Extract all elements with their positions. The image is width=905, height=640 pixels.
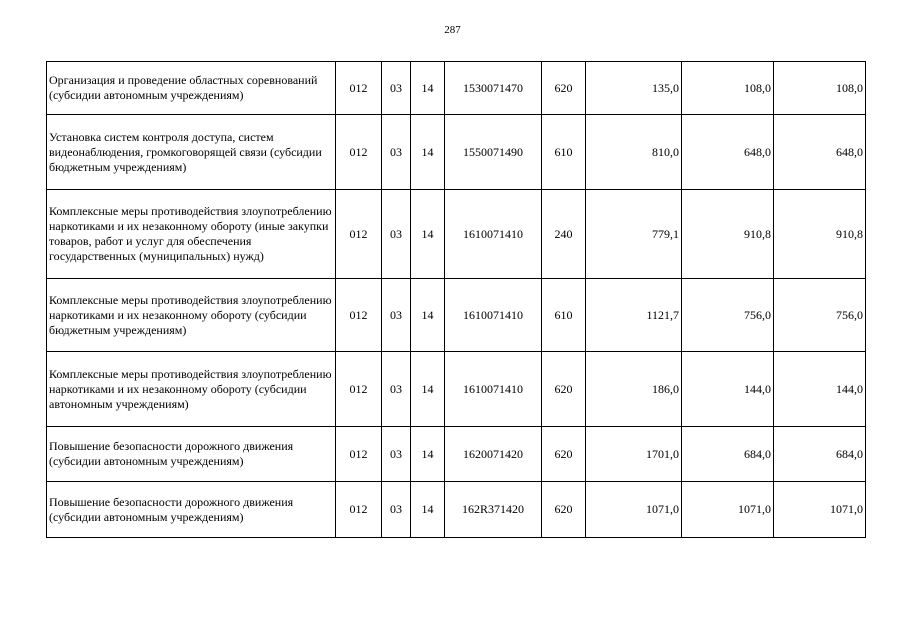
target-article-code: 1530071470: [445, 62, 542, 115]
ministry-code: 012: [336, 62, 382, 115]
amount-2: 910,8: [682, 190, 774, 279]
row-description: Повышение безопасности дорожного движения (субсидии автономным учреждениям): [47, 427, 336, 482]
page-number: 287: [444, 24, 461, 36]
amount-1: 186,0: [586, 352, 682, 427]
amount-3: 910,8: [774, 190, 866, 279]
amount-2: 756,0: [682, 279, 774, 352]
amount-3: 1071,0: [774, 482, 866, 538]
amount-2: 108,0: [682, 62, 774, 115]
section-code: 03: [382, 115, 411, 190]
subsection-code: 14: [411, 62, 445, 115]
table-row: [47, 352, 866, 427]
section-code: 03: [382, 190, 411, 279]
amount-2: 648,0: [682, 115, 774, 190]
subsection-code: 14: [411, 115, 445, 190]
ministry-code: 012: [336, 352, 382, 427]
row-description: Комплексные меры противодействия злоупотреблению наркотиками и их незаконному обороту (субсидии бюджетным учреждениям): [47, 279, 336, 352]
target-article-code: 1610071410: [445, 352, 542, 427]
expense-type-code: 620: [542, 352, 586, 427]
table-row: [47, 115, 866, 190]
table-row: [47, 427, 866, 482]
subsection-code: 14: [411, 279, 445, 352]
amount-3: 108,0: [774, 62, 866, 115]
amount-2: 684,0: [682, 427, 774, 482]
ministry-code: 012: [336, 279, 382, 352]
subsection-code: 14: [411, 482, 445, 538]
row-description: Повышение безопасности дорожного движения (субсидии автономным учреждениям): [47, 482, 336, 538]
target-article-code: 162R371420: [445, 482, 542, 538]
amount-2: 1071,0: [682, 482, 774, 538]
ministry-code: 012: [336, 482, 382, 538]
section-code: 03: [382, 62, 411, 115]
ministry-code: 012: [336, 190, 382, 279]
section-code: 03: [382, 427, 411, 482]
table-row: [47, 482, 866, 538]
expense-type-code: 240: [542, 190, 586, 279]
target-article-code: 1610071410: [445, 190, 542, 279]
amount-3: 756,0: [774, 279, 866, 352]
amount-2: 144,0: [682, 352, 774, 427]
subsection-code: 14: [411, 190, 445, 279]
budget-table: [46, 61, 866, 538]
amount-1: 1071,0: [586, 482, 682, 538]
row-description: Комплексные меры противодействия злоупотреблению наркотиками и их незаконному обороту (субсидии автономным учреждениям): [47, 352, 336, 427]
amount-3: 684,0: [774, 427, 866, 482]
amount-1: 135,0: [586, 62, 682, 115]
row-description: Установка систем контроля доступа, систем видеонаблюдения, громкоговорящей связи (субсидии бюджетным учреждениям): [47, 115, 336, 190]
table-body: [47, 62, 866, 538]
table-row: [47, 62, 866, 115]
subsection-code: 14: [411, 427, 445, 482]
subsection-code: 14: [411, 352, 445, 427]
ministry-code: 012: [336, 427, 382, 482]
expense-type-code: 610: [542, 279, 586, 352]
amount-1: 779,1: [586, 190, 682, 279]
ministry-code: 012: [336, 115, 382, 190]
amount-1: 810,0: [586, 115, 682, 190]
table-row: [47, 279, 866, 352]
target-article-code: 1620071420: [445, 427, 542, 482]
row-description: Организация и проведение областных соревнований (субсидии автономным учреждениям): [47, 62, 336, 115]
expense-type-code: 610: [542, 115, 586, 190]
amount-1: 1121,7: [586, 279, 682, 352]
expense-type-code: 620: [542, 482, 586, 538]
amount-3: 144,0: [774, 352, 866, 427]
row-description: Комплексные меры противодействия злоупотреблению наркотиками и их незаконному обороту (иные закупки товаров, работ и услуг для обеспечения государственных (муниципальных) нужд): [47, 190, 336, 279]
target-article-code: 1610071410: [445, 279, 542, 352]
target-article-code: 1550071490: [445, 115, 542, 190]
expense-type-code: 620: [542, 427, 586, 482]
section-code: 03: [382, 482, 411, 538]
table-row: [47, 190, 866, 279]
expense-type-code: 620: [542, 62, 586, 115]
section-code: 03: [382, 352, 411, 427]
section-code: 03: [382, 279, 411, 352]
amount-3: 648,0: [774, 115, 866, 190]
amount-1: 1701,0: [586, 427, 682, 482]
